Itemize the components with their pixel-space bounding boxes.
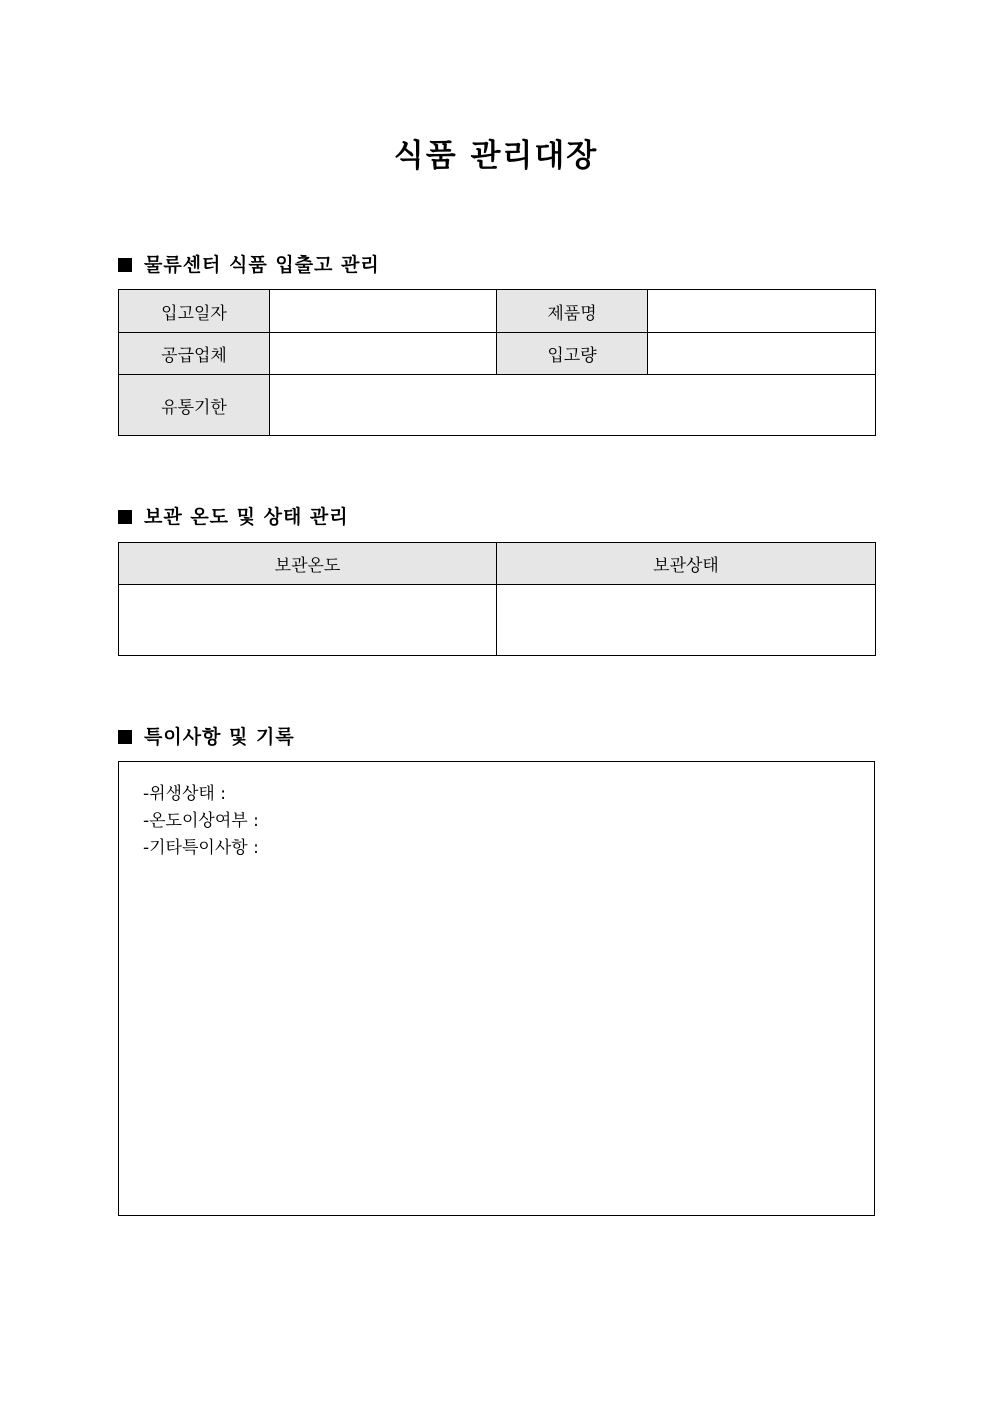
- document-title: 식품 관리대장: [393, 138, 599, 174]
- quantity-field[interactable]: [648, 333, 876, 375]
- product-name-label: 제품명: [497, 290, 648, 333]
- expiry-label: 유통기한: [119, 375, 270, 436]
- supplier-label: 공급업체: [119, 333, 270, 375]
- storage-temperature-label: 보관온도: [119, 543, 497, 585]
- receive-date-label: 입고일자: [119, 290, 270, 333]
- notes-box[interactable]: [118, 761, 875, 1216]
- quantity-label: 입고량: [497, 333, 648, 375]
- supplier-field[interactable]: [270, 333, 497, 375]
- product-name-field[interactable]: [648, 290, 876, 333]
- receive-date-field[interactable]: [270, 290, 497, 333]
- section-heading-notes-text: 특이사항 및 기록: [144, 726, 295, 748]
- storage-temperature-field[interactable]: [119, 585, 497, 656]
- inventory-table: [118, 289, 876, 436]
- square-bullet-icon: [118, 510, 132, 524]
- notes-other-line: -기타특이사항 :: [143, 838, 259, 858]
- storage-condition-label: 보관상태: [497, 543, 876, 585]
- section-heading-notes: [118, 724, 295, 750]
- square-bullet-icon: [118, 730, 132, 744]
- square-bullet-icon: [118, 258, 132, 272]
- section-heading-storage: [118, 504, 349, 530]
- notes-temperature-anomaly-line: -온도이상여부 :: [143, 811, 259, 831]
- section-heading-inventory: [118, 252, 380, 278]
- section-heading-inventory-text: 물류센터 식품 입출고 관리: [144, 254, 380, 276]
- section-heading-storage-text: 보관 온도 및 상태 관리: [144, 506, 349, 528]
- expiry-field[interactable]: [270, 375, 876, 436]
- storage-table: [118, 542, 876, 656]
- notes-hygiene-line: -위생상태 :: [143, 784, 226, 804]
- storage-condition-field[interactable]: [497, 585, 876, 656]
